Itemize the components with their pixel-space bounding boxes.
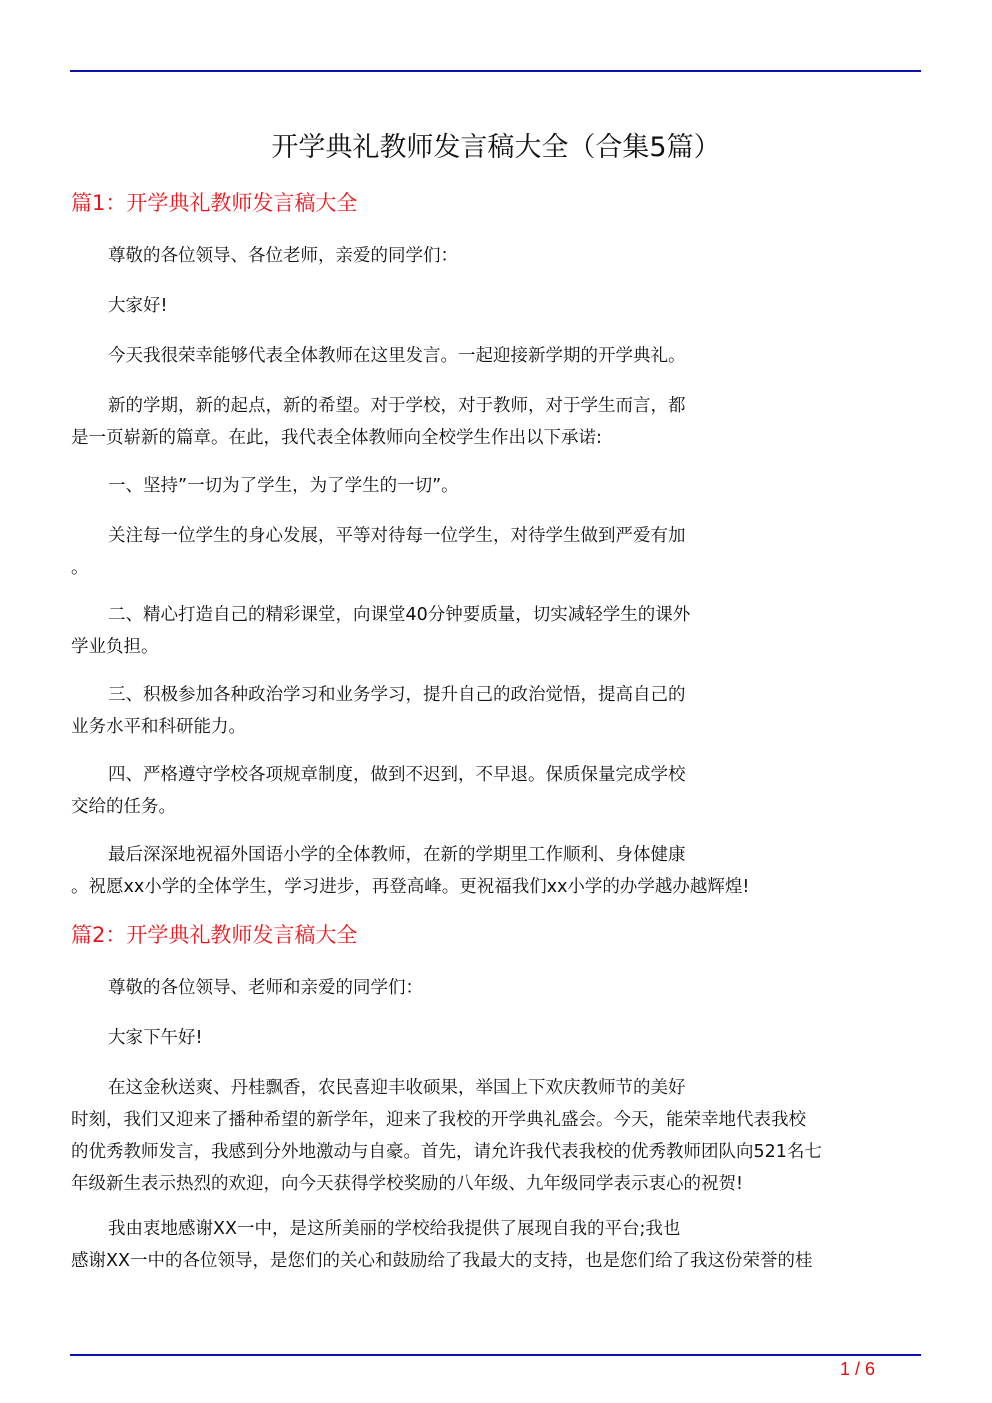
paragraph xyxy=(71,972,931,1004)
paragraph-line: 我由衷地感谢XX一中，是这所美丽的学校给我提供了展现自我的平台;我也 xyxy=(108,1219,681,1239)
paragraph-line: 一、坚持”一切为了学生，为了学生的一切”。 xyxy=(108,476,459,496)
paragraph-line: 今天我很荣幸能够代表全体教师在这里发言。一起迎接新学期的开学典礼。 xyxy=(108,346,686,366)
paragraph xyxy=(71,240,931,272)
paragraph-line: 大家下午好! xyxy=(108,1028,203,1048)
paragraph-line: 的优秀教师发言，我感到分外地激动与自豪。首先，请允许我代表我校的优秀教师团队向521名七 xyxy=(71,1142,822,1162)
page-number: 1 / 6 xyxy=(839,1359,876,1379)
paragraph-line: 交给的任务。 xyxy=(71,797,176,817)
paragraph-line: 感谢XX一中的各位领导，是您们的关心和鼓励给了我最大的支持，也是您们给了我这份荣誉的桂 xyxy=(71,1251,813,1271)
paragraph xyxy=(71,839,931,903)
paragraph-line: 在这金秋送爽、丹桂飘香，农民喜迎丰收硕果，举国上下欢庆教师节的美好 xyxy=(108,1078,686,1098)
section-heading-1: 篇1：开学典礼教师发言稿大全 xyxy=(71,191,358,215)
paragraph-line: 二、精心打造自己的精彩课堂，向课堂40分钟要质量，切实减轻学生的课外 xyxy=(108,605,691,625)
paragraph-line: 。 xyxy=(71,558,89,578)
paragraph-line: 三、积极参加各种政治学习和业务学习，提升自己的政治觉悟，提高自己的 xyxy=(108,685,686,705)
paragraph xyxy=(71,1072,931,1200)
paragraph xyxy=(71,759,931,823)
paragraph xyxy=(71,599,931,663)
paragraph-line: 。祝愿xx小学的全体学生，学习进步，再登高峰。更祝福我们xx小学的办学越办越辉煌! xyxy=(71,877,750,897)
paragraph xyxy=(71,1213,931,1277)
paragraph-line: 关注每一位学生的身心发展，平等对待每一位学生，对待学生做到严爱有加 xyxy=(108,526,686,546)
paragraph-line: 时刻，我们又迎来了播种希望的新学年，迎来了我校的开学典礼盛会。今天，能荣幸地代表我校 xyxy=(71,1110,806,1130)
paragraph xyxy=(71,520,931,584)
paragraph-line: 年级新生表示热烈的欢迎，向今天获得学校奖励的八年级、九年级同学表示衷心的祝贺! xyxy=(71,1174,744,1194)
paragraph xyxy=(71,1022,931,1054)
paragraph-line: 新的学期，新的起点，新的希望。对于学校，对于教师，对于学生而言，都 xyxy=(108,396,686,416)
section-heading-2: 篇2：开学典礼教师发言稿大全 xyxy=(71,923,358,947)
paragraph xyxy=(71,390,931,454)
paragraph xyxy=(71,470,931,502)
paragraph-line: 四、严格遵守学校各项规章制度，做到不迟到，不早退。保质保量完成学校 xyxy=(108,765,686,785)
paragraph-line: 是一页崭新的篇章。在此，我代表全体教师向全校学生作出以下承诺: xyxy=(71,428,602,448)
header-rule xyxy=(70,70,921,72)
paragraph-line: 最后深深地祝福外国语小学的全体教师，在新的学期里工作顺利、身体健康 xyxy=(108,845,686,865)
paragraph xyxy=(71,340,931,372)
paragraph-line: 学业负担。 xyxy=(71,637,159,657)
paragraph xyxy=(71,290,931,322)
paragraph-line: 大家好! xyxy=(108,296,168,316)
paragraph-line: 尊敬的各位领导、老师和亲爱的同学们： xyxy=(108,978,423,998)
paragraph xyxy=(71,679,931,743)
paragraph-line: 业务水平和科研能力。 xyxy=(71,717,246,737)
document-title: 开学典礼教师发言稿大全（合集5篇） xyxy=(271,132,721,163)
paragraph-line: 尊敬的各位领导、各位老师，亲爱的同学们： xyxy=(108,246,458,266)
footer-rule xyxy=(70,1354,921,1356)
